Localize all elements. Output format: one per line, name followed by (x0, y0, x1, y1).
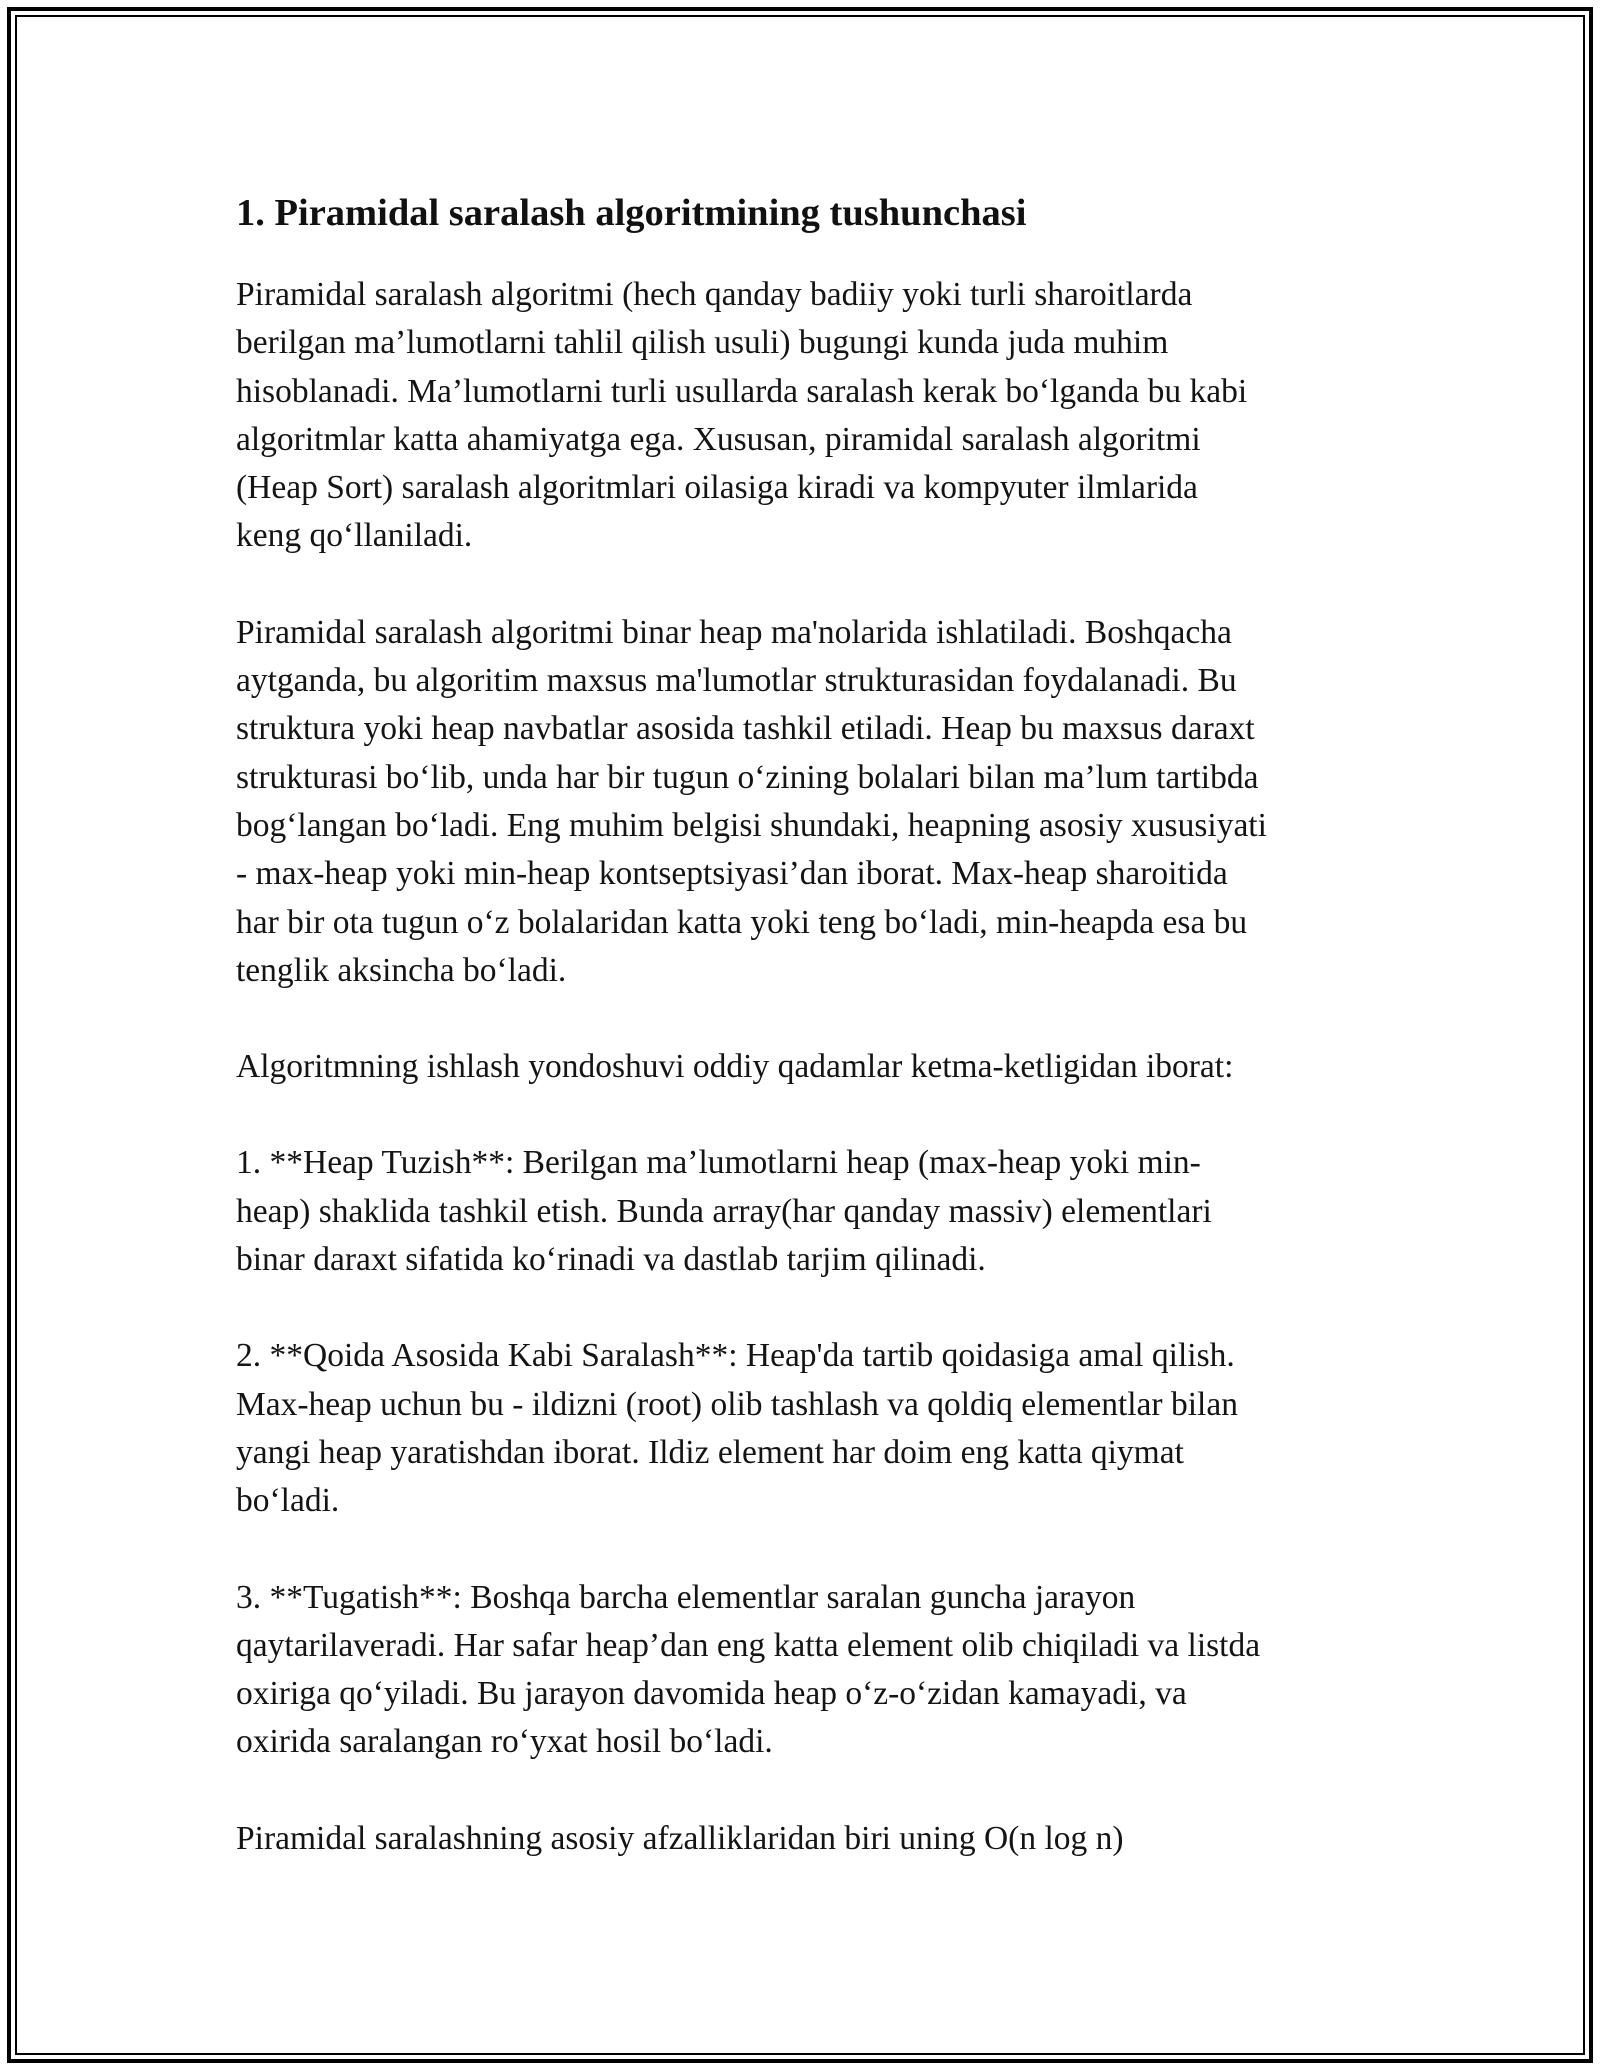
paragraph-binary-heap: Piramidal saralash algoritmi binar heap ma'nolarida ishlatiladi. Boshqacha aytganda, bu algoritim maxsus ma'lumotlar strukturasidan foydalanadi. Bu struktura yoki heap navbatlar asosida tashkil etiladi. Heap bu maxsus daraxt strukturasi bo‘lib, unda har bir tugun o‘zining bolalari bilan ma’lum tartibda bog‘langan bo‘ladi. Eng muhim belgisi shundaki, heapning asosiy xususiyati - max-heap yoki min-heap kontseptsiyasi’dan iborat. Max-heap sharoitida har bir ota tugun o‘z bolalaridan katta yoki teng bo‘ladi, min-heapda esa bu tenglik aksincha bo‘ladi. (236, 613, 1267, 989)
list-item-finish: 3. **Tugatish**: Boshqa barcha elementlar saralan guncha jarayon qaytarilaveradi. Har safar heap’dan eng katta element olib chiqiladi va listda oxiriga qo‘yiladi. Bu jarayon davomida heap o‘z-o‘zidan kamayadi, va oxirida saralangan ro‘yxat hosil bo‘ladi. (236, 1578, 1261, 1761)
document-body (236, 187, 1376, 1911)
paragraph-intro: Piramidal saralash algoritmi (hech qanday badiiy yoki turli sharoitlarda berilgan ma’lumotlarni tahlil qilish usuli) bugungi kunda juda muhim hisoblanadi. Ma’lumotlarni turli usullarda saralash kerak bo‘lganda bu kabi algoritmlar katta ahamiyatga ega. Xususan, piramidal saralash algoritmi (Heap Sort) saralash algoritmlari oilasiga kiradi va kompyuter ilmlarida keng qo‘llaniladi. (236, 276, 1248, 555)
paragraph-approach: Algoritmning ishlash yondoshuvi oddiy qadamlar ketma-ketligidan iborat: (236, 1048, 1234, 1086)
list-item-heap-build: 1. **Heap Tuzish**: Berilgan ma’lumotlarni heap (max-heap yoki min- heap) shaklida tashkil etish. Bunda array(har qanday massiv) elementlari binar daraxt sifatida ko‘rinadi va dastlab tarjim qilinadi. (236, 1144, 1212, 1279)
paragraph-advantages: Piramidal saralashning asosiy afzalliklaridan biri uning O(n log n) (236, 1819, 1124, 1857)
list-item-sort-rule: 2. **Qoida Asosida Kabi Saralash**: Heap'da tartib qoidasiga amal qilish. Max-heap uchun bu - ildizni (root) olib tashlash va qoldiq elementlar bilan yangi heap yaratishdan iborat. Ildiz element har doim eng katta qiymat bo‘ladi. (236, 1337, 1238, 1520)
section-heading: 1. Piramidal saralash algoritmining tushunchasi (236, 192, 1027, 234)
